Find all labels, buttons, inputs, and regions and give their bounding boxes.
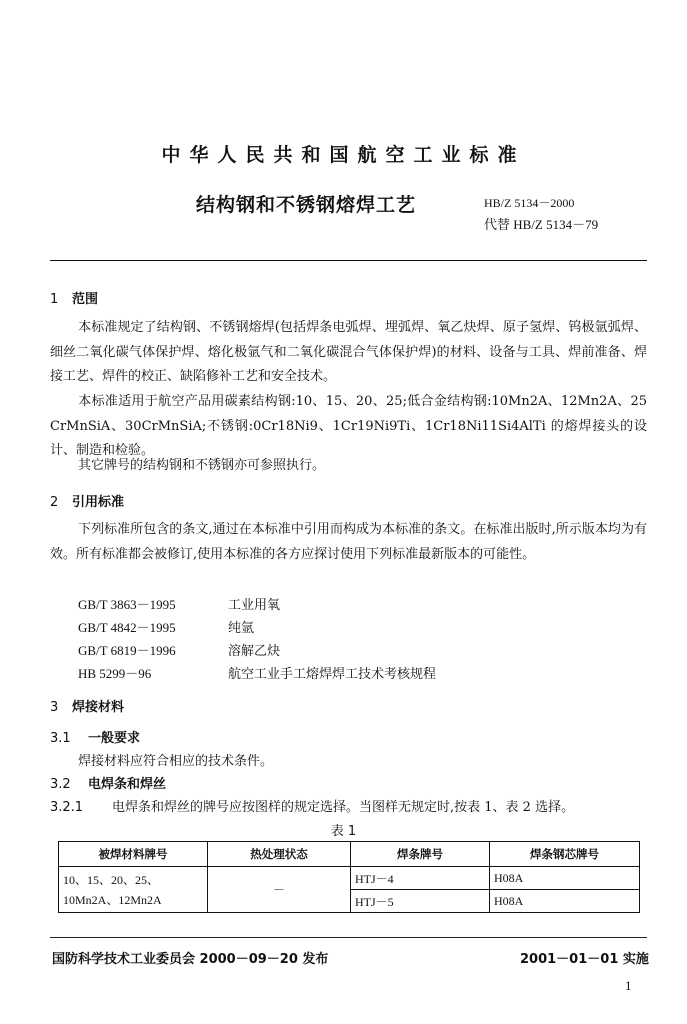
subsection-text: 电焊条和焊丝的牌号应按图样的规定选择。当图样无规定时,按表 1、表 2 选择。	[112, 800, 575, 815]
core-cell: H08A	[490, 890, 640, 913]
paragraph-text: 本标准规定了结构钢、不锈钢熔焊(包括焊条电弧焊、埋弧焊、氧乙炔焊、原子氢焊、钨极氩弧焊、细丝二氧化碳气体保护焊、熔化极氩气和二氧化碳混合气体保护焊)的材料、设备与工具、焊前准备、焊接工艺、焊件的校正、缺陷修补工艺和安全技术。	[50, 320, 647, 384]
paragraph-text: 下列标准所包含的条文,通过在本标准中引用而构成为本标准的条文。在标准出版时,所示版本均为有效。所有标准都会被修订,使用本标准的各方应探讨使用下列标准最新版本的可能性。	[50, 522, 647, 562]
page-number: 1	[625, 978, 632, 993]
table-caption: 表 1	[330, 824, 357, 839]
reference-name: 工业用氧	[228, 598, 281, 613]
heat-treatment-cell: －	[208, 867, 351, 913]
electrode-cell: HTJ－5	[351, 890, 490, 913]
section-title: 焊接材料	[72, 700, 125, 715]
standard-replaces: 代替 HB/Z 5134－79	[484, 217, 599, 232]
core-cell: H08A	[490, 867, 640, 890]
section-1-paragraph-1	[50, 316, 647, 390]
subsection-number: 3.2	[50, 777, 71, 792]
reference-name: 溶解乙炔	[228, 644, 281, 659]
table-row	[59, 867, 640, 890]
issuer-text: 国防科学技术工业委员会 2000－09－20 发布	[52, 952, 329, 967]
section-1-paragraph-2	[50, 390, 647, 464]
reference-code: HB 5299－96	[78, 666, 152, 681]
section-1-heading	[50, 288, 98, 307]
org-title: 中华人民共和国航空工业标准	[161, 144, 526, 166]
subsection-number: 3.1	[50, 731, 71, 746]
table-1	[58, 841, 640, 913]
section-2-paragraph-1	[50, 518, 647, 567]
paragraph-text: 本标准适用于航空产品用碳素结构钢:10、15、20、25;低合金结构钢:10Mn2A、12Mn2A、25 CrMnSiA、30CrMnSiA;不锈钢:0Cr18Ni9、1Cr19Ni9Ti、1Cr18Ni11Si4AlTi 的熔焊接头的设计、制造和检验。	[50, 394, 647, 458]
table-header-row	[59, 842, 640, 867]
subsection-title: 电焊条和焊丝	[88, 777, 167, 792]
header-divider	[50, 260, 647, 261]
subsection-number: 3.2.1	[50, 800, 84, 815]
electrode-cell: HTJ－4	[351, 867, 490, 890]
table-header-cell: 被焊材料牌号	[59, 842, 208, 867]
material-cell	[59, 867, 208, 913]
footer-divider	[50, 937, 647, 938]
reference-code: GB/T 3863－1995	[78, 597, 176, 612]
section-3-heading	[50, 696, 124, 715]
reference-code: GB/T 4842－1995	[78, 620, 176, 635]
table-header-cell: 焊条钢芯牌号	[490, 842, 640, 867]
section-1-paragraph-3	[50, 454, 647, 479]
reference-name: 纯氩	[228, 621, 255, 636]
section-number: 3	[50, 700, 59, 715]
material-line: 10、15、20、25、	[63, 872, 160, 887]
section-title: 引用标准	[72, 495, 125, 510]
subsection-title: 一般要求	[88, 731, 141, 746]
table-header-cell: 焊条牌号	[351, 842, 490, 867]
doc-title: 结构钢和不锈钢熔焊工艺	[196, 194, 417, 216]
section-title: 范围	[72, 292, 99, 307]
subsection-3-1-text: 焊接材料应符合相应的技术条件。	[78, 754, 274, 769]
section-2-heading	[50, 491, 124, 510]
subsection-3-1-heading	[50, 727, 140, 746]
standard-code: HB/Z 5134－2000	[484, 196, 575, 210]
subsection-3-2-heading	[50, 773, 166, 792]
table-header-cell: 热处理状态	[208, 842, 351, 867]
section-number: 2	[50, 495, 59, 510]
paragraph-text: 其它牌号的结构钢和不锈钢亦可参照执行。	[78, 458, 326, 473]
section-number: 1	[50, 292, 59, 307]
effective-date: 2001－01－01 实施	[520, 952, 649, 967]
material-line: 10Mn2A、12Mn2A	[63, 892, 162, 907]
reference-code: GB/T 6819－1996	[78, 643, 176, 658]
reference-name: 航空工业手工熔焊焊工技术考核规程	[228, 667, 437, 682]
subsection-3-2-1	[50, 796, 574, 815]
